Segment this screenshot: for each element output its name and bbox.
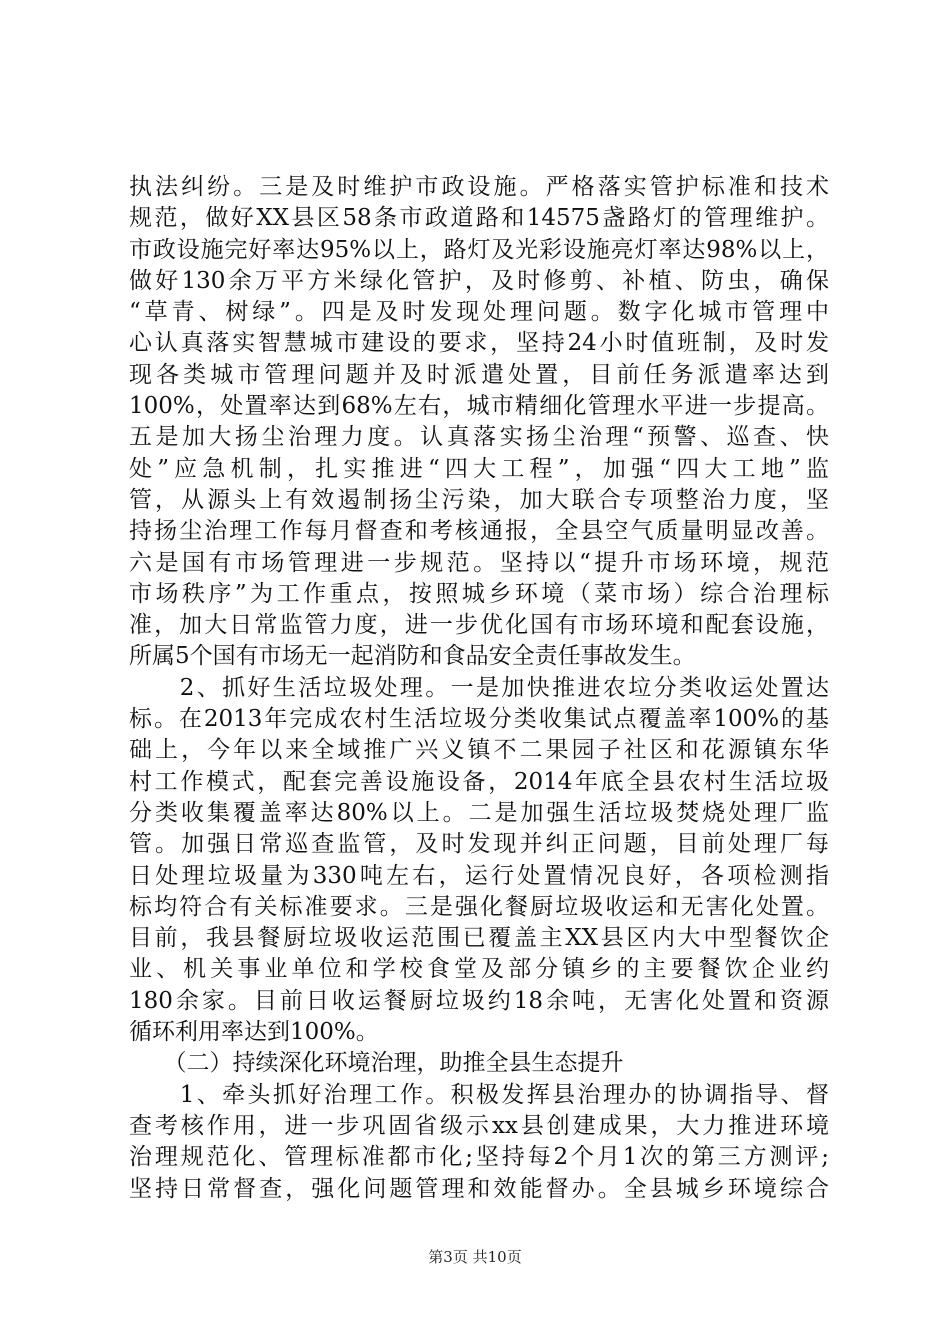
text-line: 查考核作用，进一步巩固省级示xx县创建成果，大力推进环境 [129, 1112, 829, 1139]
body-text [129, 172, 829, 1205]
text-line: 五是加大扬尘治理力度。认真落实扬尘治理“预警、巡查、快 [129, 424, 829, 451]
text-line: 规范，做好XX县区58条市政道路和14575盏路灯的管理维护。 [129, 205, 829, 232]
text-line: 180余家。目前日收运餐厨垃圾约18余吨，无害化处置和资源 [129, 987, 829, 1014]
text-line: 管。加强日常巡查监管，及时发现并纠正问题，目前处理厂每 [129, 831, 829, 858]
text-line: 分类收集覆盖率达80%以上。二是加强生活垃圾焚烧处理厂监 [129, 799, 829, 826]
text-line: （二）持续深化环境治理，助推全县生态提升 [129, 1050, 624, 1077]
text-line: 做好130余万平方米绿化管护，及时修剪、补植、防虫，确保 [129, 267, 829, 294]
text-line: 六是国有市场管理进一步规范。坚持以“提升市场环境，规范 [129, 549, 829, 576]
text-line: 100%，处置率达到68%左右，城市精细化管理水平进一步提高。 [129, 393, 829, 420]
text-line: 坚持日常督查，强化问题管理和效能督办。全县城乡环境综合 [129, 1175, 829, 1202]
text-line: 村工作模式，配套完善设施设备，2014年底全县农村生活垃圾 [129, 768, 829, 795]
text-line: 日处理垃圾量为330吨左右，运行处置情况良好，各项检测指 [129, 862, 829, 889]
text-line: 1、牵头抓好治理工作。积极发挥县治理办的协调指导、督 [129, 1081, 829, 1108]
text-line: 心认真落实智慧城市建设的要求，坚持24小时值班制，及时发 [129, 330, 829, 357]
text-line: 市场秩序”为工作重点，按照城乡环境（菜市场）综合治理标 [129, 580, 829, 607]
text-line: 执法纠纷。三是及时维护市政设施。严格落实管护标准和技术 [129, 174, 829, 200]
text-line: 准，加大日常监管力度，进一步优化国有市场环境和配套设施， [129, 612, 829, 639]
text-line: 2、抓好生活垃圾处理。一是加快推进农垃分类收运处置达 [129, 674, 829, 701]
text-line: 处”应急机制，扎实推进“四大工程”，加强“四大工地”监 [129, 455, 829, 482]
text-line: 目前，我县餐厨垃圾收运范围已覆盖主XX县区内大中型餐饮企 [129, 925, 829, 952]
text-line: 持扬尘治理工作每月督查和考核通报，全县空气质量明显改善。 [129, 518, 829, 545]
text-line: 循环利用率达到100%。 [129, 1019, 379, 1046]
text-line: 治理规范化、管理标准都市化;坚持每2个月1次的第三方测评; [129, 1144, 829, 1171]
text-line: “草青、树绿”。四是及时发现处理问题。数字化城市管理中 [129, 299, 829, 326]
text-line: 管，从源头上有效遏制扬尘污染，加大联合专项整治力度，坚 [129, 486, 829, 513]
text-line: 业、机关事业单位和学校食堂及部分镇乡的主要餐饮企业约 [129, 956, 829, 983]
text-line: 市政设施完好率达95%以上，路灯及光彩设施亮灯率达98%以上， [129, 236, 829, 263]
text-line: 标。在2013年完成农村生活垃圾分类收集试点覆盖率100%的基 [129, 706, 829, 733]
page-footer: 第3页 共10页 [428, 1248, 522, 1266]
text-line: 础上，今年以来全域推广兴义镇不二果园子社区和花源镇东华 [129, 737, 829, 764]
text-line: 标均符合有关标准要求。三是强化餐厨垃圾收运和无害化处置。 [129, 893, 829, 920]
text-line: 现各类城市管理问题并及时派遣处置，目前任务派遣率达到 [129, 361, 829, 388]
text-line: 所属5个国有市场无一起消防和食品安全责任事故发生。 [129, 643, 696, 670]
